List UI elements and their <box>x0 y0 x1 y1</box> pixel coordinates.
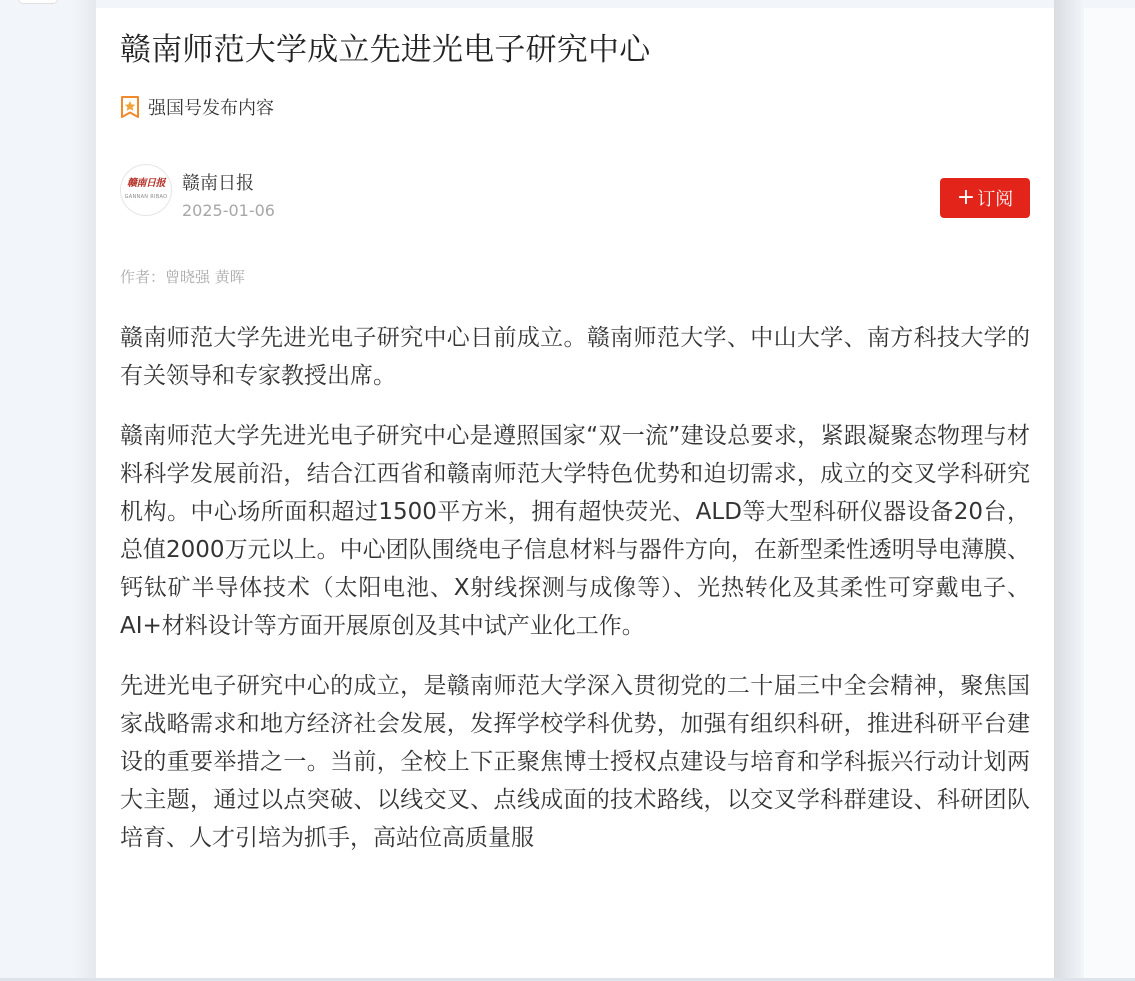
browser-tab-stub <box>18 0 58 4</box>
article-paragraph: 赣南师范大学先进光电子研究中心是遵照国家“双一流”建设总要求，紧跟凝聚态物理与材料科学发展前沿，结合江西省和赣南师范大学特色优势和迫切需求，成立的交叉学科研究机构。中心场所面积超过1500平方米，拥有超快荧光、ALD等大型科研仪器设备20台，总值2000万元以上。中心团队围绕电子信息材料与器件方向，在新型柔性透明导电薄膜、钙钛矿半导体技术（太阳电池、X射线探测与成像等）、光热转化及其柔性可穿戴电子、AI+材料设计等方面开展原创及其中试产业化工作。 <box>120 423 1030 639</box>
subscribe-button[interactable] <box>940 178 1030 218</box>
source-label: 强国号发布内容 <box>148 98 274 119</box>
publisher-name[interactable]: 赣南日报 <box>182 173 254 194</box>
article-body <box>120 319 1030 879</box>
ribbon-star-icon <box>120 96 140 118</box>
publish-date: 2025-01-06 <box>182 201 275 220</box>
subscribe-label: 订阅 <box>977 189 1014 210</box>
publisher-avatar[interactable] <box>120 164 172 216</box>
source-label-row <box>120 94 274 120</box>
card-shadow-left <box>72 0 96 981</box>
article-card <box>96 8 1054 981</box>
article-byline: 作者：曾晓强 黄晖 <box>120 268 245 286</box>
card-shadow-right <box>1054 0 1084 981</box>
plus-icon: + <box>956 185 976 210</box>
publisher-logo-subtext: GANNAN RIBAO <box>124 194 168 200</box>
publisher-logo-text: 赣南日报 <box>127 178 165 189</box>
article-title: 赣南师范大学成立先进光电子研究中心 <box>120 32 651 68</box>
publisher-info <box>120 164 1030 224</box>
article-paragraph: 赣南师范大学先进光电子研究中心日前成立。赣南师范大学、中山大学、南方科技大学的有关领导和专家教授出席。 <box>120 325 1030 389</box>
article-paragraph: 先进光电子研究中心的成立，是赣南师范大学深入贯彻党的二十届三中全会精神，聚焦国家战略需求和地方经济社会发展，发挥学校学科优势，加强有组织科研，推进科研平台建设的重要举措之一。当前，全校上下正聚焦博士授权点建设与培育和学科振兴行动计划两大主题，通过以点突破、以线交叉、点线成面的技术路线，以交叉学科群建设、科研团队培育、人才引培为抓手，高站位高质量服 <box>120 673 1030 851</box>
page-right-margin <box>1084 8 1135 981</box>
